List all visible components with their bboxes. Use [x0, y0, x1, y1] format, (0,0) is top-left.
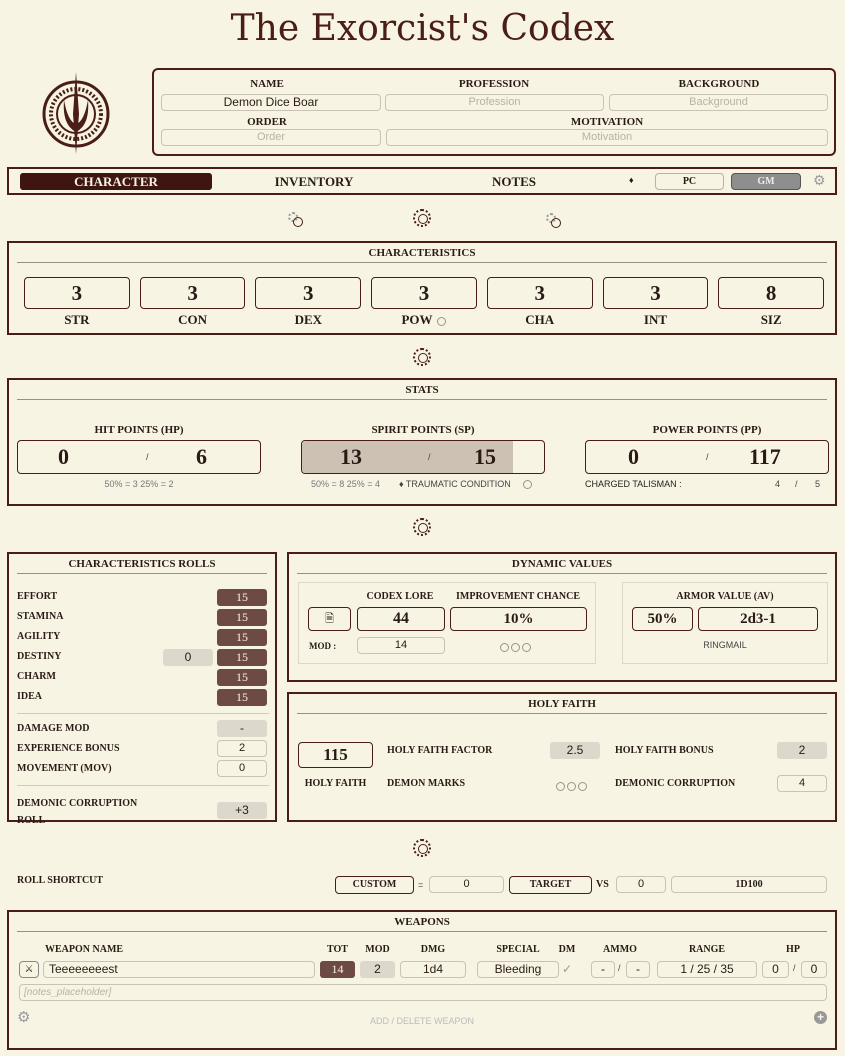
diamond-icon: ♦ — [629, 175, 634, 185]
traumatic-condition-checkbox[interactable] — [523, 480, 532, 489]
sp-label: SPIRIT POINTS (SP) — [371, 424, 475, 436]
roll-shortcut-label: ROLL SHORTCUT — [17, 875, 104, 886]
roll-row-charm — [17, 668, 269, 688]
movement-input[interactable]: 0 — [217, 760, 267, 777]
characteristic-str — [24, 277, 130, 328]
pp-label: POWER POINTS (PP) — [652, 424, 762, 436]
characteristic-value[interactable]: 3 — [371, 277, 477, 309]
characteristic-label: POW — [371, 312, 477, 328]
weapon-notes-input[interactable]: [notes_placeholder] — [19, 984, 827, 1001]
gear-icon[interactable]: ⚙ — [813, 172, 826, 188]
armor-name: RINGMAIL — [703, 640, 747, 650]
demonic-corruption-roll-label: DEMONIC CORRUPTION ROLL — [17, 798, 138, 826]
experience-bonus-input[interactable]: 2 — [217, 740, 267, 757]
background-input[interactable]: Background — [609, 94, 828, 111]
weapons-panel — [7, 910, 837, 1050]
slash: / — [146, 452, 149, 462]
improvement-checkboxes[interactable] — [499, 639, 532, 657]
gear-icon[interactable]: ⚙ — [17, 1009, 31, 1026]
roll-value-button[interactable]: 15 — [217, 649, 267, 666]
order-label: ORDER — [247, 116, 287, 128]
characteristic-dex — [255, 277, 361, 328]
damage-mod-label: DAMAGE MOD — [17, 723, 90, 734]
weapon-special[interactable]: Bleeding — [477, 961, 559, 978]
col-dm: DM — [558, 944, 576, 955]
weapon-range[interactable]: 1 / 25 / 35 — [657, 961, 757, 978]
ornament-icon — [288, 212, 298, 222]
roll-row-agility — [17, 628, 269, 648]
improvement-chance-label: IMPROVEMENT CHANCE — [456, 591, 580, 602]
pp-current[interactable]: 0 — [628, 444, 639, 469]
damage-mod-value: - — [217, 720, 267, 737]
sp-max: 15 — [474, 444, 496, 469]
armor-value-label: ARMOR VALUE (AV) — [676, 591, 774, 602]
talisman-current[interactable]: 4 — [775, 479, 781, 489]
sp-thresholds: 50% = 8 25% = 4 — [311, 479, 381, 489]
col-special: SPECIAL — [496, 944, 540, 955]
roll-value-button[interactable]: 15 — [217, 629, 267, 646]
sp-box[interactable] — [301, 440, 545, 474]
pp-max: 117 — [749, 444, 781, 469]
weapon-tot[interactable]: 14 — [320, 961, 355, 978]
sp-current[interactable]: 13 — [340, 444, 362, 469]
demon-marks-checkboxes[interactable] — [555, 778, 588, 796]
col-hp: HP — [786, 944, 800, 955]
roll-value-button[interactable]: 15 — [217, 589, 267, 606]
hp-current[interactable]: 0 — [58, 444, 69, 469]
name-input[interactable]: Demon Dice Boar — [161, 94, 381, 111]
characteristic-value[interactable]: 8 — [718, 277, 824, 309]
roll-row-stamina — [17, 608, 269, 628]
profession-input[interactable]: Profession — [385, 94, 604, 111]
hp-box[interactable] — [17, 440, 261, 474]
weapon-name-input[interactable]: Teeeeeeeest — [43, 961, 315, 978]
col-range: RANGE — [688, 944, 726, 955]
characteristic-siz — [718, 277, 824, 328]
roll-label: CHARM — [17, 671, 56, 682]
hp-max: 6 — [196, 444, 207, 469]
roll-value-button[interactable]: 15 — [217, 689, 267, 706]
demonic-corruption-roll-value[interactable]: +3 — [217, 802, 267, 819]
motivation-input[interactable]: Motivation — [386, 129, 828, 146]
roll-value-button[interactable]: 15 — [217, 609, 267, 626]
traumatic-condition-label: ♦ TRAUMATIC CONDITION — [399, 479, 511, 489]
col-ammo: AMMO — [603, 944, 637, 955]
section-title: DYNAMIC VALUES — [297, 558, 827, 574]
dm-check-icon[interactable]: ✓ — [562, 962, 573, 976]
pp-box[interactable] — [585, 440, 829, 474]
demon-marks-label: DEMON MARKS — [387, 778, 466, 789]
destiny-extra: 0 — [163, 649, 213, 666]
characteristic-label: DEX — [294, 312, 323, 327]
slash: / — [428, 452, 431, 462]
gm-button[interactable]: GM — [731, 173, 801, 190]
section-title: WEAPONS — [17, 916, 827, 932]
characteristic-con — [140, 277, 246, 328]
tab-inventory[interactable]: INVENTORY — [274, 174, 354, 189]
vs-label: VS — [596, 879, 609, 890]
name-label: NAME — [250, 78, 284, 90]
characteristic-int — [603, 277, 709, 328]
ammo-current[interactable]: - — [591, 961, 615, 978]
mod-input[interactable]: 14 — [357, 637, 445, 654]
profession-label: PROFESSION — [458, 78, 530, 90]
movement-label: MOVEMENT (MOV) — [17, 763, 112, 774]
holy-faith-factor-label: HOLY FAITH FACTOR — [387, 745, 493, 756]
section-title: HOLY FAITH — [297, 698, 827, 714]
holy-faith-bonus-value: 2 — [777, 742, 827, 759]
slash: / — [795, 479, 798, 489]
roll-row-idea — [17, 688, 269, 708]
stats-panel — [7, 378, 837, 506]
armor-percent[interactable]: 50% — [632, 607, 693, 631]
col-mod: MOD — [365, 944, 390, 955]
tab-character[interactable]: CHARACTER — [20, 173, 212, 190]
ornament-icon — [413, 348, 431, 366]
slash: / — [618, 963, 621, 973]
pow-checkbox[interactable] — [437, 317, 446, 326]
codex-logo — [40, 70, 112, 156]
custom-button[interactable]: CUSTOM — [335, 876, 414, 894]
add-delete-weapon-button[interactable]: ADD / DELETE WEAPON — [369, 1016, 475, 1026]
target-value-input[interactable]: 0 — [616, 876, 666, 893]
mod-label: MOD : — [309, 641, 337, 651]
weapon-hp-current[interactable]: 0 — [762, 961, 789, 978]
order-input[interactable]: Order — [161, 129, 381, 146]
col-dmg: DMG — [420, 944, 446, 955]
improvement-chance-value[interactable]: 10% — [450, 607, 587, 631]
equals: = — [418, 880, 424, 890]
hp-label: HIT POINTS (HP) — [94, 424, 184, 436]
charged-talisman-label: CHARGED TALISMAN : — [585, 479, 682, 489]
identity-panel — [152, 68, 836, 156]
section-title: CHARACTERISTICS ROLLS — [17, 558, 267, 574]
experience-bonus-label: EXPERIENCE BONUS — [17, 743, 120, 754]
roll-value-button[interactable]: 15 — [217, 669, 267, 686]
characteristic-label: STR — [64, 312, 90, 327]
holy-faith-label: HOLY FAITH — [304, 778, 367, 789]
holy-faith-value[interactable]: 115 — [298, 742, 373, 768]
characteristic-label: CHA — [525, 312, 555, 327]
roll-label: STAMINA — [17, 611, 64, 622]
background-label: BACKGROUND — [678, 78, 760, 90]
pc-button[interactable]: PC — [655, 173, 724, 190]
weapon-mod: 2 — [360, 961, 395, 978]
crossed-swords-icon[interactable]: ⚔ — [19, 961, 39, 978]
tab-notes[interactable]: NOTES — [491, 174, 537, 189]
weapon-dmg[interactable]: 1d4 — [400, 961, 466, 978]
characteristic-label: CON — [178, 312, 208, 327]
characteristic-cha — [487, 277, 593, 328]
characteristic-pow — [371, 277, 477, 328]
talisman-max: 5 — [815, 479, 821, 489]
characteristic-value[interactable]: 3 — [24, 277, 130, 309]
ornament-icon — [413, 209, 431, 227]
demonic-corruption-label: DEMONIC CORRUPTION — [615, 778, 736, 789]
ammo-max[interactable]: - — [626, 961, 650, 978]
section-title: CHARACTERISTICS — [17, 247, 827, 263]
codex-lore-label: CODEX LORE — [366, 591, 434, 602]
custom-value-input[interactable]: 0 — [429, 876, 504, 893]
roll-row-destiny — [17, 648, 269, 668]
characteristics-rolls-panel — [7, 552, 277, 826]
characteristic-value[interactable]: 3 — [487, 277, 593, 309]
page-title: The Exorcist's Codex — [230, 8, 615, 49]
slash: / — [793, 963, 796, 973]
demonic-corruption-input[interactable]: 4 — [777, 775, 827, 792]
characteristic-label: INT — [643, 312, 668, 327]
roll-label: EFFORT — [17, 591, 58, 602]
holy-faith-panel — [287, 692, 837, 822]
target-button[interactable]: TARGET — [509, 876, 592, 894]
dice-button[interactable]: 1D100 — [671, 876, 827, 893]
characteristics-panel — [7, 241, 837, 335]
characteristic-label: SIZ — [760, 312, 782, 327]
ornament-icon — [413, 839, 431, 857]
slash: / — [706, 452, 709, 462]
document-icon[interactable]: 🗎 — [308, 607, 351, 631]
roll-label: IDEA — [17, 691, 43, 702]
characteristic-value[interactable]: 3 — [255, 277, 361, 309]
add-circle-icon[interactable]: + — [814, 1011, 827, 1024]
armor-value[interactable]: 2d3-1 — [698, 607, 818, 631]
hp-thresholds: 50% = 3 25% = 2 — [104, 479, 174, 489]
nav-bar — [7, 167, 837, 195]
section-title: STATS — [17, 384, 827, 400]
roll-label: AGILITY — [17, 631, 61, 642]
roll-label: DESTINY — [17, 651, 62, 662]
holy-faith-bonus-label: HOLY FAITH BONUS — [615, 745, 714, 756]
weapon-hp-max[interactable]: 0 — [801, 961, 827, 978]
col-weapon-name: WEAPON NAME — [45, 944, 124, 955]
characteristic-value[interactable]: 3 — [140, 277, 246, 309]
holy-faith-factor-value: 2.5 — [550, 742, 600, 759]
codex-lore-value[interactable]: 44 — [357, 607, 445, 631]
ornament-icon — [413, 518, 431, 536]
motivation-label: MOTIVATION — [570, 116, 644, 128]
ornament-icon — [546, 213, 556, 223]
roll-row-effort — [17, 588, 269, 608]
col-tot: TOT — [327, 944, 348, 955]
dynamic-values-panel — [287, 552, 837, 682]
characteristic-value[interactable]: 3 — [603, 277, 709, 309]
